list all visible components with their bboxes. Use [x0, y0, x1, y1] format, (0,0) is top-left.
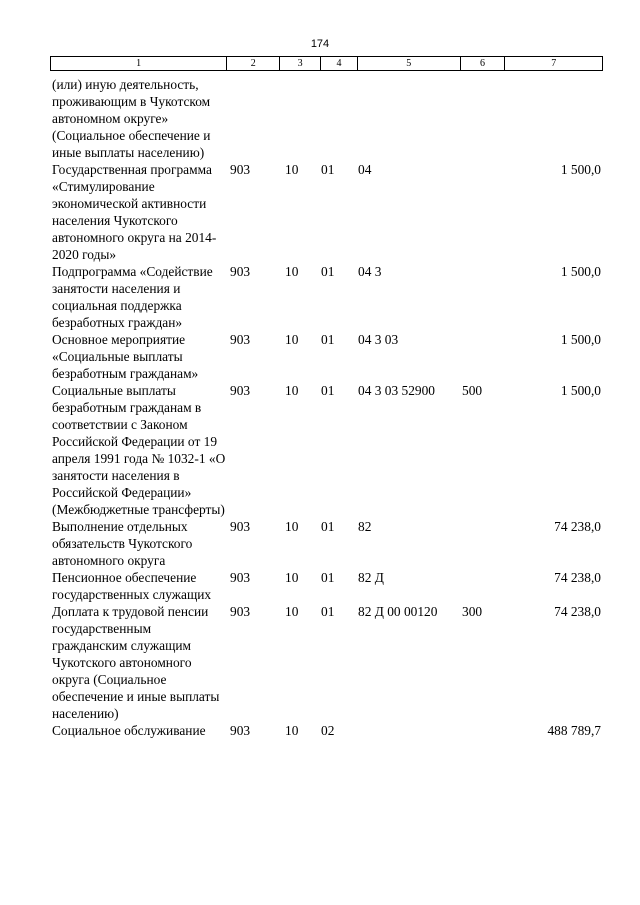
row-col-6 — [461, 331, 506, 382]
row-col-7: 74 238,0 — [554, 570, 601, 585]
row-col-2 — [227, 76, 280, 161]
row-name: Основное мероприятие «Социальные выплаты безработным гражданам» — [52, 332, 199, 381]
header-col-3: 3 — [280, 57, 321, 70]
row-col-7: 74 238,0 — [554, 604, 601, 619]
header-col-4: 4 — [321, 57, 358, 70]
row-col-6 — [461, 263, 506, 331]
row-name: Социальное обслуживание — [52, 723, 206, 738]
table-row — [50, 518, 603, 569]
header-col-6: 6 — [461, 57, 506, 70]
header-col-1: 1 — [51, 57, 227, 70]
row-col-7: 1 500,0 — [560, 162, 601, 177]
row-col-4: 01 — [321, 570, 335, 585]
row-col-5: 82 — [358, 519, 372, 534]
row-col-2: 903 — [230, 519, 251, 534]
budget-table-body — [50, 76, 603, 739]
header-col-5: 5 — [358, 57, 461, 70]
row-col-2: 903 — [230, 604, 251, 619]
header-col-2: 2 — [227, 57, 280, 70]
row-col-3: 10 — [285, 383, 299, 398]
table-row — [50, 722, 603, 739]
row-col-5 — [358, 76, 461, 161]
table-row — [50, 76, 603, 161]
row-col-3: 10 — [285, 332, 299, 347]
row-col-4: 01 — [321, 383, 335, 398]
row-col-7: 1 500,0 — [560, 264, 601, 279]
row-col-2: 903 — [230, 264, 251, 279]
table-row — [50, 603, 603, 722]
row-col-3: 10 — [285, 519, 299, 534]
row-name: Доплата к трудовой пенсии государственным гражданским служащим Чукотского автономного округа (Социальное обеспечение и иные выплаты населению) — [52, 604, 220, 721]
row-col-3 — [280, 76, 321, 161]
row-col-3: 10 — [285, 162, 299, 177]
row-col-4: 02 — [321, 723, 335, 738]
row-col-4: 01 — [321, 332, 335, 347]
header-col-7: 7 — [551, 58, 557, 69]
row-name: Пенсионное обеспечение государственных служащих — [52, 570, 212, 602]
row-col-7: 74 238,0 — [554, 519, 601, 534]
row-col-6 — [461, 518, 506, 569]
row-col-6 — [461, 569, 506, 603]
row-col-7: 488 789,7 — [547, 723, 601, 738]
row-name: Социальные выплаты безработным гражданам в соответствии с Законом Российской Федерации от 19 апреля 1991 года № 1032-1 «О занятости населения в Российской Федерации» (Межбюджетные трансферты) — [52, 383, 226, 517]
row-col-3: 10 — [285, 604, 299, 619]
row-col-6 — [461, 76, 506, 161]
row-col-4: 01 — [321, 604, 335, 619]
row-col-3: 10 — [285, 723, 299, 738]
row-col-7: 1 500,0 — [560, 383, 601, 398]
row-name: Государственная программа «Стимулирование экономической активности населения Чукотского автономного округа на 2014-2020 годы» — [52, 162, 217, 262]
row-col-2: 903 — [230, 723, 251, 738]
row-col-5: 82 Д 00 00120 — [358, 604, 438, 619]
row-col-3: 10 — [285, 264, 299, 279]
table-row — [50, 382, 603, 518]
row-col-2: 903 — [230, 383, 251, 398]
row-col-5: 04 3 03 — [358, 332, 399, 347]
row-col-6: 300 — [462, 604, 483, 619]
table-header — [50, 56, 603, 71]
row-col-6 — [461, 722, 506, 739]
row-name: (или) иную деятельность, проживающим в Чукотском автономном округе» (Социальное обеспечение и иные выплаты населению) — [52, 77, 211, 160]
row-col-5: 04 3 — [358, 264, 382, 279]
table-row — [50, 569, 603, 603]
row-name: Выполнение отдельных обязательств Чукотского автономного округа — [52, 519, 193, 568]
table-row — [50, 331, 603, 382]
row-col-7: 1 500,0 — [560, 332, 601, 347]
row-col-5: 04 — [358, 162, 372, 177]
row-col-4: 01 — [321, 162, 335, 177]
page-number: 174 — [310, 38, 330, 50]
row-col-6 — [461, 161, 506, 263]
row-col-5: 82 Д — [358, 570, 384, 585]
row-col-4 — [321, 76, 358, 161]
row-col-4: 01 — [321, 519, 335, 534]
row-col-5: 04 3 03 52900 — [358, 383, 435, 398]
row-col-7 — [506, 76, 603, 161]
row-col-4: 01 — [321, 264, 335, 279]
table-row — [50, 263, 603, 331]
row-col-6: 500 — [462, 383, 483, 398]
row-col-2: 903 — [230, 332, 251, 347]
table-row — [50, 161, 603, 263]
row-name: Подпрограмма «Содействие занятости населения и социальная поддержка безработных граждан» — [52, 264, 213, 330]
row-col-3: 10 — [285, 570, 299, 585]
row-col-5 — [358, 722, 461, 739]
row-col-2: 903 — [230, 162, 251, 177]
row-col-2: 903 — [230, 570, 251, 585]
